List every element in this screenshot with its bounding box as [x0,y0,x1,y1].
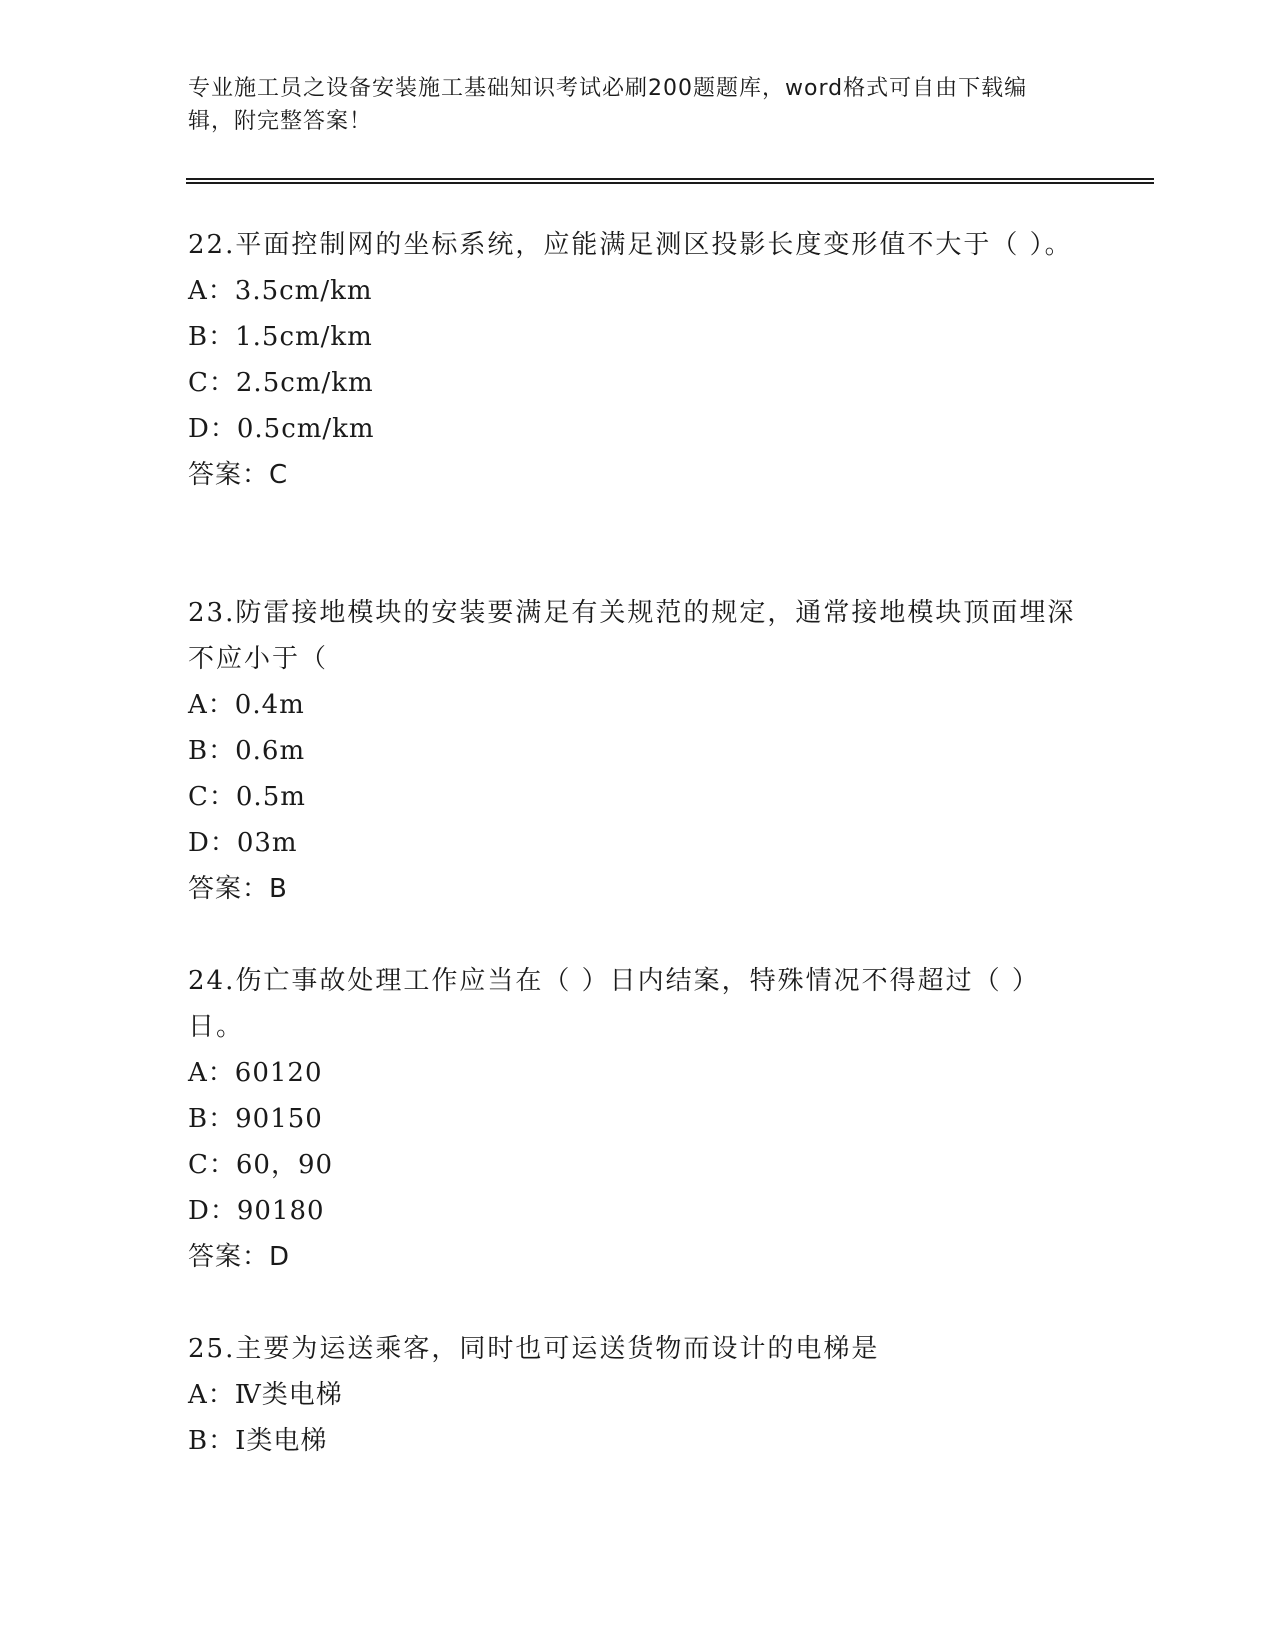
option-d: D：03m [188,828,298,858]
question-22 [188,222,1088,498]
answer: 答案：D [188,1242,291,1272]
document-title: 专业施工员之设备安装施工基础知识考试必刷200题题库，word格式可自由下载编辑，附完整答案！ [188,76,1028,134]
option-b: B：90150 [188,1104,323,1134]
option-c: C：60，90 [188,1150,334,1180]
option-d: D：0.5cm/km [188,414,375,444]
option-b: B：1.5cm/km [188,322,373,352]
question-25 [188,1326,1088,1464]
question-24 [188,958,1088,1280]
question-stem: 24.伤亡事故处理工作应当在（ ）日内结案，特殊情况不得超过（ ）日。 [188,966,1040,1042]
option-a: A：Ⅳ类电梯 [188,1380,343,1410]
option-a: A：0.4m [188,690,305,720]
header-divider [186,178,1154,184]
option-a: A：60120 [188,1058,323,1088]
option-c: C：0.5m [188,782,306,812]
option-b: B：Ⅰ类电梯 [188,1426,328,1456]
question-stem: 22.平面控制网的坐标系统，应能满足测区投影长度变形值不大于（ ）。 [188,230,1073,260]
document-header [188,72,1068,138]
option-c: C：2.5cm/km [188,368,374,398]
question-23 [188,590,1088,912]
option-d: D：90180 [188,1196,325,1226]
answer: 答案：C [188,460,289,490]
answer: 答案：B [188,874,288,904]
option-a: A：3.5cm/km [188,276,373,306]
option-b: B：0.6m [188,736,306,766]
question-stem: 25.主要为运送乘客，同时也可运送货物而设计的电梯是 [188,1334,880,1364]
question-stem: 23.防雷接地模块的安装要满足有关规范的规定，通常接地模块顶面埋深不应小于（ [188,598,1076,674]
